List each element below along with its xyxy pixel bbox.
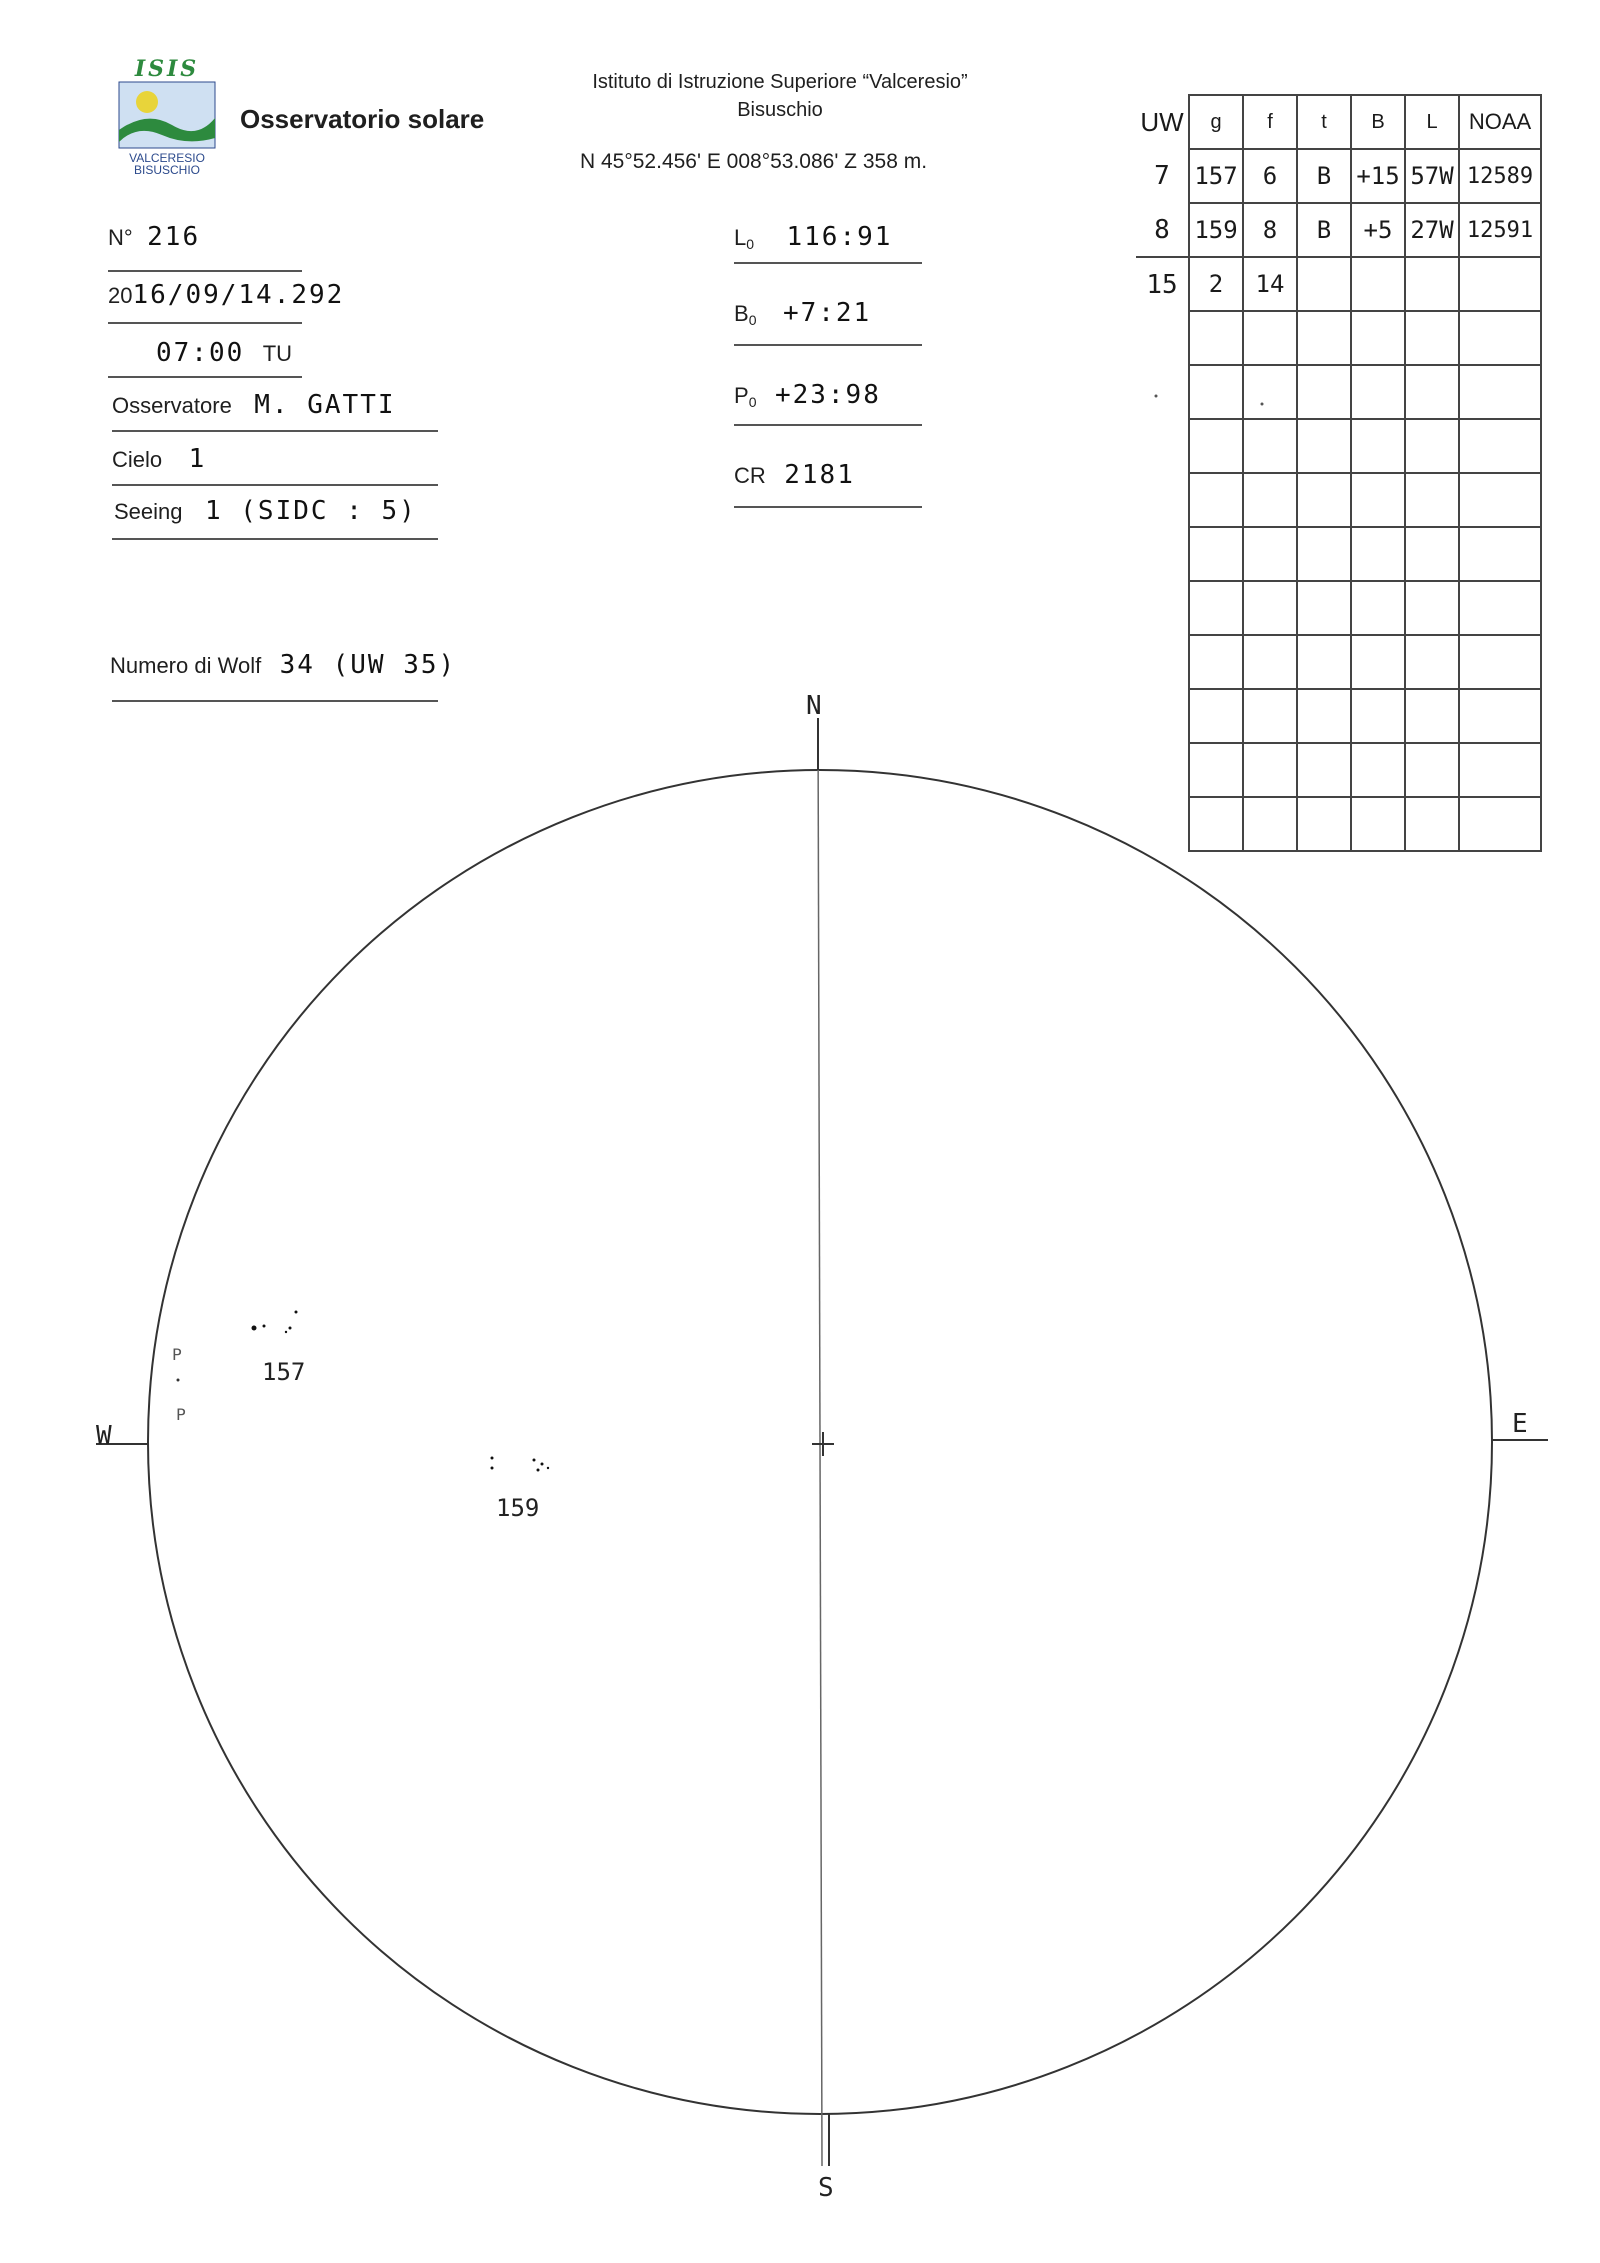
- table-header-cell: t: [1297, 95, 1351, 149]
- table-cell-uw: 7: [1136, 149, 1189, 203]
- table-cell-l: 27W: [1405, 203, 1459, 257]
- logo-isis-text: ISIS: [134, 56, 200, 82]
- p0-value: +23:98: [774, 380, 881, 410]
- north-south-axis: [818, 718, 822, 2166]
- table-header-cell: B: [1351, 95, 1405, 149]
- table-cell-g: 157: [1189, 149, 1243, 203]
- logo-valceresio-text: VALCERESIO: [129, 151, 205, 165]
- time-unit: TU: [262, 341, 293, 366]
- table-cell-t: B: [1297, 203, 1351, 257]
- p0-sub: 0: [748, 394, 757, 411]
- number-value: 216: [147, 222, 201, 252]
- stray-mark: [1261, 403, 1264, 406]
- b0-value: +7:21: [782, 298, 872, 328]
- table-cell-g: 159: [1189, 203, 1243, 257]
- cr-label: CR: [734, 463, 766, 488]
- table-cell-l: 57W: [1405, 149, 1459, 203]
- penumbra-mark: P: [176, 1405, 186, 1424]
- table-header-cell: NOAA: [1459, 95, 1541, 149]
- b0-sub: 0: [748, 312, 757, 329]
- group-label-159: 159: [496, 1494, 540, 1522]
- north-label: N: [806, 691, 822, 721]
- seeing-value: 1 (SIDC : 5): [204, 496, 417, 526]
- table-header-cell: L: [1405, 95, 1459, 149]
- page-title: Osservatorio solare: [240, 104, 485, 134]
- table-total-uw: 15: [1136, 257, 1189, 311]
- l0-value: 116:91: [786, 222, 893, 252]
- table-total-g: 2: [1189, 257, 1243, 311]
- penumbra-dot: [177, 1379, 180, 1382]
- south-label: S: [818, 2173, 834, 2203]
- table-total-f: 14: [1243, 257, 1297, 311]
- group-label-157: 157: [262, 1358, 306, 1386]
- east-label: E: [1512, 1409, 1528, 1439]
- cr-value: 2181: [784, 460, 855, 490]
- table-cell-b: +5: [1351, 203, 1405, 257]
- wolf-value: 34 (UW 35): [279, 650, 457, 680]
- p0-label: P: [734, 383, 749, 408]
- number-label: N°: [108, 225, 133, 250]
- b0-label: B: [734, 301, 749, 326]
- table-header-cell: UW: [1136, 95, 1189, 149]
- table-cell-f: 6: [1243, 149, 1297, 203]
- sky-label: Cielo: [112, 447, 163, 472]
- institute-line-1: Istituto di Istruzione Superiore “Valceresio”: [592, 71, 968, 93]
- table-cell-t: B: [1297, 149, 1351, 203]
- stray-mark: [1155, 395, 1158, 398]
- table-cell-noaa: 12591: [1459, 203, 1541, 257]
- date-value: 16/09/14.292: [132, 280, 345, 310]
- sunspot-group-157: [252, 1311, 298, 1334]
- west-label: W: [96, 1421, 112, 1451]
- seeing-label: Seeing: [114, 499, 183, 524]
- wolf-label: Numero di Wolf: [110, 653, 262, 678]
- table-cell-f: 8: [1243, 203, 1297, 257]
- l0-sub: 0: [746, 236, 755, 253]
- observer-label: Osservatore: [112, 393, 232, 418]
- penumbra-mark: P: [172, 1345, 182, 1364]
- l0-label: L: [734, 225, 747, 250]
- table-header-cell: g: [1189, 95, 1243, 149]
- logo-bisuschio-text: BISUSCHIO: [133, 163, 200, 177]
- table-cell-noaa: 12589: [1459, 149, 1541, 203]
- time-value: 07:00: [156, 338, 245, 368]
- observer-value: M. GATTI: [254, 390, 396, 420]
- date-prefix: 20: [108, 283, 133, 308]
- observatory-coordinates: N 45°52.456' E 008°53.086' Z 358 m.: [580, 150, 928, 173]
- sunspot-group-159: [491, 1457, 550, 1472]
- table-cell-uw: 8: [1136, 203, 1189, 257]
- table-cell-b: +15: [1351, 149, 1405, 203]
- institute-line-2: Bisuschio: [737, 99, 823, 121]
- table-header-cell: f: [1243, 95, 1297, 149]
- sky-value: 1: [188, 444, 207, 474]
